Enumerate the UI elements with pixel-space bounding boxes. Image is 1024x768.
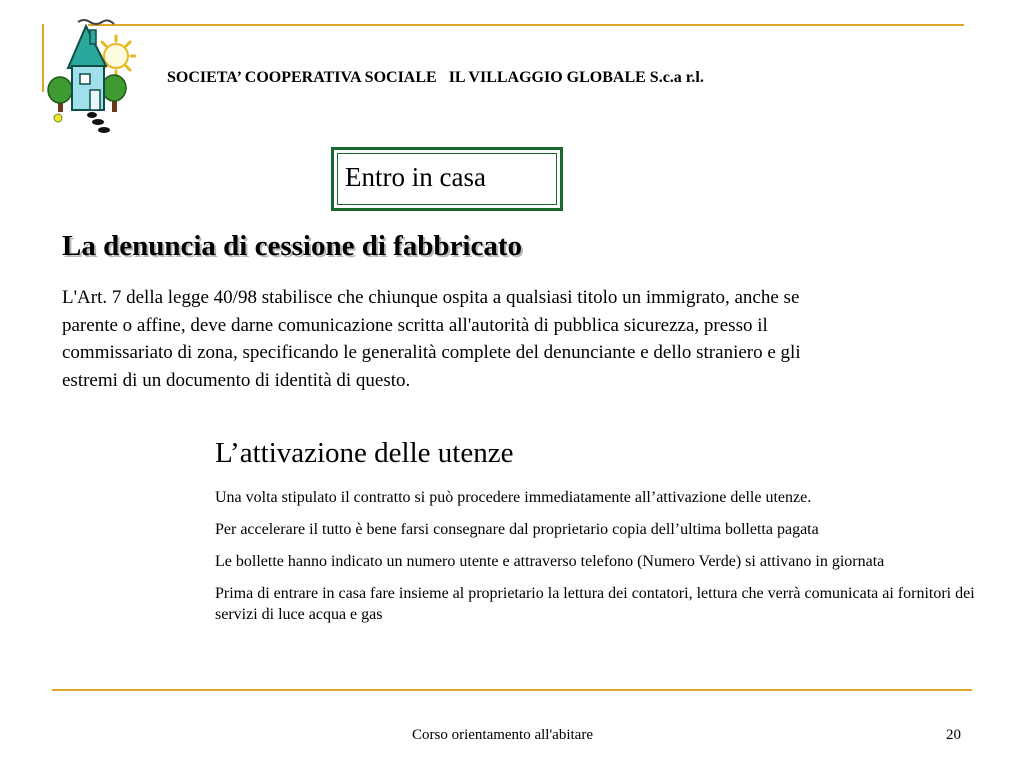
footer-text: Corso orientamento all'abitare (412, 727, 593, 743)
main-paragraph: L'Art. 7 della legge 40/98 stabilisce che chiunque ospita a qualsiasi titolo un immigrato, anche se parente o affine, deve darne comunicazione scritta all'autorità di pubblica sicurezza, presso il commissariato di zona, specificando le generalità complete del denunciante e dello straniero e gli estremi di un documento di identità di questo. (62, 287, 801, 391)
list-item: Una volta stipulato il contratto si può procedere immediatamente all’attivazione delle utenze. (215, 489, 812, 506)
list-item: Le bollette hanno indicato un numero utente e attraverso telefono (Numero Verde) si attivano in giornata (215, 553, 885, 570)
organization-title: SOCIETA’ COOPERATIVA SOCIALE IL VILLAGGIO GLOBALE S.c.a r.l. (167, 69, 704, 86)
tree-icon (48, 77, 72, 112)
utilities-heading: L’attivazione delle utenze (215, 437, 514, 469)
bottom-rule (52, 689, 972, 691)
main-heading: La denuncia di cessione di fabbricato (62, 230, 523, 262)
utilities-list (215, 487, 995, 636)
section-title: Entro in casa (345, 162, 486, 192)
top-rule (88, 24, 964, 26)
page-number: 20 (946, 727, 961, 743)
list-item: Per accelerare il tutto è bene farsi consegnare dal proprietario copia dell’ultima bolletta pagata (215, 521, 819, 538)
section-title-box (331, 147, 563, 211)
tree-icon (102, 75, 126, 112)
left-rule (42, 24, 44, 92)
list-item: Prima di entrare in casa fare insieme al proprietario la lettura dei contatori, lettura che verrà comunicata ai fornitori dei servizi di luce acqua e gas (215, 585, 975, 623)
house-with-trees-and-sun-icon (46, 16, 136, 136)
